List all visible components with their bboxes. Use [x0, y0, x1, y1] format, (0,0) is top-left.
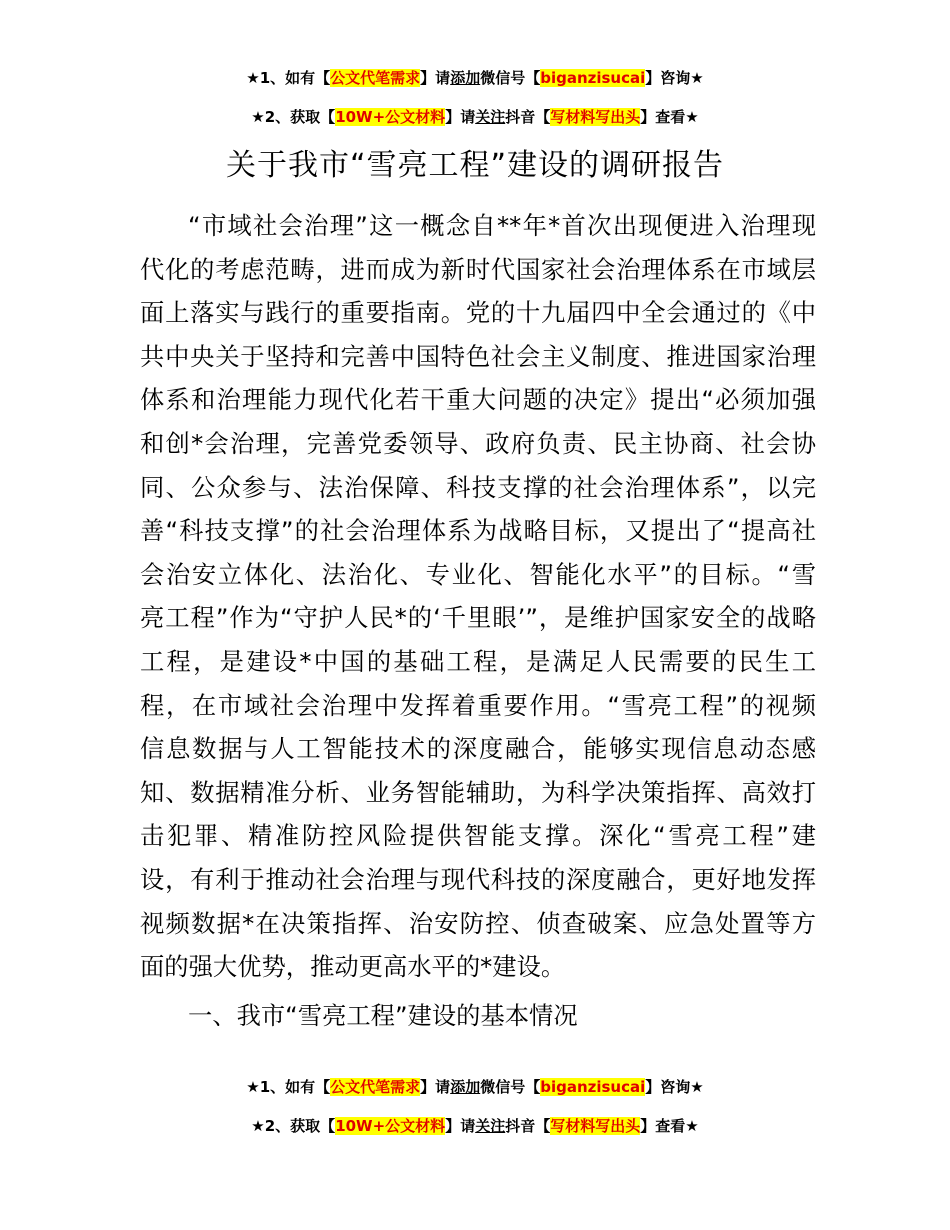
promo-underline: 添加 [450, 69, 481, 87]
paragraph-line: 信息数据与人工智能技术的深度融合，能够实现信息动态感 [140, 734, 816, 764]
paragraph-line: 设，有利于推动社会治理与现代科技的深度融合，更好地发挥 [140, 864, 816, 894]
promo-text: 】咨询★ [645, 69, 704, 87]
promo-text: 】咨询★ [645, 1078, 704, 1096]
promo-text: 】请 [420, 1078, 451, 1096]
promo-text: 】查看★ [640, 108, 699, 126]
promo-highlight: 公文代笔需求 [330, 69, 421, 87]
promo-text: ★2、获取【 [251, 1117, 336, 1135]
promo-highlight: biganzisucai [540, 69, 646, 87]
promo-text: 微信号【 [480, 69, 541, 87]
promo-text: 微信号【 [480, 1078, 541, 1096]
paragraph-line: 工程，是建设*中国的基础工程，是满足人民需要的民生工 [140, 646, 816, 676]
promo-text: 抖音【 [505, 1117, 551, 1135]
paragraph-line: “市域社会治理”这一概念自**年*首次出现便进入治理现 [188, 211, 816, 240]
promo-highlight: 10W+公文材料 [335, 108, 446, 126]
body-paragraph [140, 204, 816, 989]
promo-highlight: 公文代笔需求 [330, 1078, 421, 1096]
promo-highlight: 10W+公文材料 [335, 1117, 446, 1135]
paragraph-line: 共中央关于坚持和完善中国特色社会主义制度、推进国家治理 [140, 341, 816, 371]
promo-line-2-top [0, 107, 950, 127]
section-heading: 一、我市“雪亮工程”建设的基本情况 [188, 1001, 578, 1030]
promo-text: ★1、如有【 [246, 1078, 331, 1096]
promo-highlight: biganzisucai [540, 1078, 646, 1096]
promo-line-2-bottom [0, 1116, 950, 1136]
paragraph-line: 视频数据*在决策指挥、治安防控、侦查破案、应急处置等方 [140, 908, 816, 938]
promo-text: ★2、获取【 [251, 108, 336, 126]
paragraph-line: 亮工程”作为“守护人民*的‘千里眼’”，是维护国家安全的战略 [140, 603, 816, 633]
paragraph-line: 善“科技支撑”的社会治理体系为战略目标，又提出了“提高社 [140, 516, 816, 546]
promo-underline: 关注 [475, 1117, 506, 1135]
paragraph-line: 程，在市域社会治理中发挥着重要作用。“雪亮工程”的视频 [140, 690, 816, 720]
promo-highlight: 写材料写出头 [550, 1117, 641, 1135]
promo-text: 】查看★ [640, 1117, 699, 1135]
promo-underline: 添加 [450, 1078, 481, 1096]
paragraph-line: 击犯罪、精准防控风险提供智能支撑。深化“雪亮工程”建 [140, 821, 816, 851]
paragraph-line: 和创*会治理，完善党委领导、政府负责、民主协商、社会协 [140, 428, 816, 458]
promo-text: 抖音【 [505, 108, 551, 126]
paragraph-line: 知、数据精准分析、业务智能辅助，为科学决策指挥、高效打 [140, 777, 816, 807]
promo-text: 】请 [445, 1117, 476, 1135]
paragraph-line: 同、公众参与、法治保障、科技支撑的社会治理体系”，以完 [140, 472, 816, 502]
paragraph-line: 面上落实与践行的重要指南。党的十九届四中全会通过的《中 [140, 298, 816, 328]
promo-line-1-bottom [0, 1077, 950, 1097]
paragraph-line: 会治安立体化、法治化、专业化、智能化水平”的目标。“雪 [140, 559, 816, 589]
promo-highlight: 写材料写出头 [550, 108, 641, 126]
promo-line-1-top [0, 68, 950, 88]
promo-text: ★1、如有【 [246, 69, 331, 87]
paragraph-line-last: 面的强大优势，推动更高水平的*建设。 [140, 952, 566, 982]
promo-text: 】请 [445, 108, 476, 126]
document-title: 关于我市“雪亮工程”建设的调研报告 [225, 148, 725, 183]
promo-text: 】请 [420, 69, 451, 87]
promo-underline: 关注 [475, 108, 506, 126]
paragraph-line: 代化的考虑范畴，进而成为新时代国家社会治理体系在市域层 [140, 254, 816, 284]
paragraph-line: 体系和治理能力现代化若干重大问题的决定》提出“必须加强 [140, 385, 816, 415]
